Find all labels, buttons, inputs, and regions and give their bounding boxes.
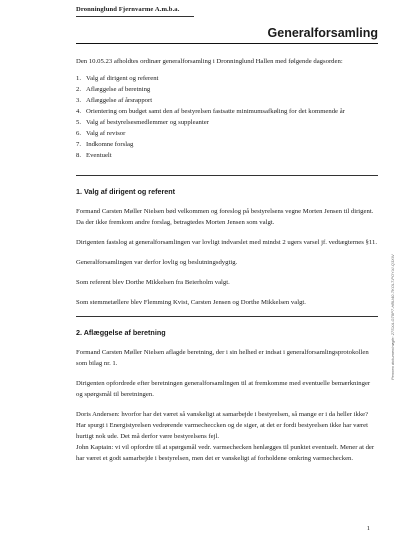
agenda-item xyxy=(76,150,378,161)
agenda-number: 8. xyxy=(76,152,82,159)
agenda-number: 3. xyxy=(76,97,82,104)
agenda-number: 6. xyxy=(76,130,82,137)
section-heading: 2. Aflæggelse af beretning xyxy=(76,328,166,337)
agenda-text: Orientering om budget samt den af bestyrelsen fastsatte minimumsafkøling for det kommende år xyxy=(86,108,345,115)
agenda-text: Eventuelt xyxy=(86,152,112,159)
organization-name: Dronninglund Fjernvarme A.m.b.a. xyxy=(76,6,180,13)
paragraph: Formand Carsten Møller Nielsen aflagde beretning, der i sin helhed er indsat i generalforsamlingsprotokollen som bilag nr. 1. xyxy=(76,349,369,367)
agenda-number: 1. xyxy=(76,75,82,82)
agenda-text: Aflæggelse af beretning xyxy=(86,86,151,93)
paragraph: John Kaptain: vi vil opfordre til at spørgsmål vedr. varmechecken henlægges til punktet eventuelt. Mener at der har været et godt samarbejde i bestyrelsen, men det er vanskeligt af forholdene omkring varmechecken. xyxy=(76,444,375,462)
section-divider xyxy=(76,316,378,317)
agenda-text: Aflæggelse af årsrapport xyxy=(86,97,153,104)
intro-text: Den 10.05.23 afholdtes ordinær generalforsamling i Dronninglund Hallen med følgende dagsorden: xyxy=(76,58,343,65)
agenda-item xyxy=(76,73,378,84)
agenda-item xyxy=(76,84,378,95)
document-title: Generalforsamling xyxy=(267,26,378,40)
agenda-list xyxy=(76,73,378,161)
paragraph: Generalforsamlingen var derfor lovlig og beslutningsdygtig. xyxy=(76,259,238,266)
organization-divider xyxy=(76,16,194,17)
agenda-item xyxy=(76,95,378,106)
agenda-text: Valg af revisor xyxy=(86,130,126,137)
paragraph: Formand Carsten Møller Nielsen bød velkommen og foreslog på bestyrelsens vegne Morten Jensen til dirigent. Da der ikke fremkom andre forslag, betragtedes Morten Jensen som valgt. xyxy=(76,208,374,226)
paragraph: Doris Andersen: hvorfor har det været så vanskeligt at samarbejde i bestyrelsen, så mange er i da heller ikke? Har spurgt i Energistyrelsen vedrørende varmecheccken og de siger, at det er fordi bestyrelsen ikke har været hurtigt nok ude. Det må derfor være bestyrelsens fejl. xyxy=(76,411,369,440)
agenda-item xyxy=(76,117,378,128)
agenda-item xyxy=(76,128,378,139)
agenda-text: Indkomne forslag xyxy=(86,141,134,148)
document-body xyxy=(76,56,378,464)
paragraph: Dirigenten fastslog at generalforsamlingen var lovligt indvarslet med mindst 2 ugers varsel jf. vedtægternes §11. xyxy=(76,239,377,246)
agenda-item xyxy=(76,139,378,150)
agenda-number: 5. xyxy=(76,119,82,126)
agenda-text: Valg af bestyrelsesmedlemmer og suppleanter xyxy=(86,119,209,126)
paragraph: Som stemmetællere blev Flemming Kvist, Carsten Jensen og Dorthe Mikkelsen valgt. xyxy=(76,299,306,306)
agenda-number: 7. xyxy=(76,141,82,148)
signature-key-text: Penneo dokumentnøgle: 27SXA-GT8P7-HBU40-TKOLT-POYXI-Q3XIV xyxy=(390,254,395,380)
paragraph: Som referent blev Dorthe Mikkelsen fra Beierholm valgt. xyxy=(76,279,230,286)
agenda-number: 4. xyxy=(76,108,82,115)
paragraph: Dirigenten opfordrede efter beretningen generalforsamlingen til at fremkomme med eventuelle bemærkninger og spørgsmål til beretningen. xyxy=(76,380,371,398)
section-divider xyxy=(76,175,378,176)
section-heading: 1. Valg af dirigent og referent xyxy=(76,187,176,196)
agenda-text: Valg af dirigent og referent xyxy=(86,75,159,82)
title-divider xyxy=(76,43,378,44)
agenda-item xyxy=(76,106,378,117)
signature-key-margin xyxy=(384,230,395,380)
page-number: 1 xyxy=(366,525,370,532)
agenda-number: 2. xyxy=(76,86,82,93)
